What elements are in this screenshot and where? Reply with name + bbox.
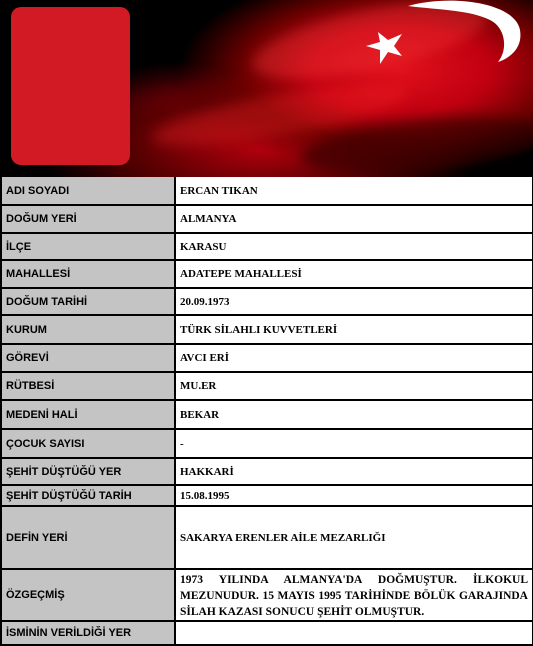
row-label: İLÇE [0, 234, 176, 259]
row-value: TÜRK SİLAHLI KUVVETLERİ [176, 316, 533, 343]
row-label: KURUM [0, 316, 176, 343]
row-label: ÇOCUK SAYISI [0, 430, 176, 457]
table-row [0, 622, 533, 646]
table-row [0, 345, 533, 373]
table-row [0, 570, 533, 622]
row-value: KARASU [176, 234, 533, 259]
info-table [0, 177, 533, 646]
header-banner [0, 0, 533, 177]
row-label: RÜTBESİ [0, 373, 176, 399]
row-value: 15.08.1995 [176, 486, 533, 505]
row-value: 20.09.1973 [176, 289, 533, 314]
row-value: BEKAR [176, 401, 533, 428]
row-value: ADATEPE MAHALLESİ [176, 261, 533, 287]
row-value: MU.ER [176, 373, 533, 399]
row-value: ERCAN TIKAN [176, 177, 533, 204]
row-label: ŞEHİT DÜŞTÜĞÜ YER [0, 459, 176, 484]
row-value: HAKKARİ [176, 459, 533, 484]
table-row [0, 430, 533, 459]
row-value: - [176, 430, 533, 457]
table-row [0, 373, 533, 401]
row-label: DOĞUM YERİ [0, 206, 176, 232]
table-row [0, 289, 533, 316]
row-label: GÖREVİ [0, 345, 176, 371]
portrait-photo [11, 7, 130, 165]
row-label: ÖZGEÇMİŞ [0, 570, 176, 620]
table-row [0, 316, 533, 345]
table-row [0, 206, 533, 234]
row-label: ADI SOYADI [0, 177, 176, 204]
star-shape [366, 32, 402, 64]
table-row [0, 177, 533, 206]
table-row [0, 486, 533, 507]
table-row [0, 507, 533, 570]
row-label: DOĞUM TARİHİ [0, 289, 176, 314]
table-row [0, 261, 533, 289]
row-value: ALMANYA [176, 206, 533, 232]
table-row [0, 234, 533, 261]
table-row [0, 459, 533, 486]
crescent-shape [408, 1, 520, 62]
row-value: AVCI ERİ [176, 345, 533, 371]
biography-text: 1973 YILINDA ALMANYA'DA DOĞMUŞTUR. İLKOKUL MEZUNUDUR. 15 MAYIS 1995 TARİHİNDE BÖLÜK GARAJINDA SİLAH KAZASI SONUCU ŞEHİT OLMUŞTUR. [176, 570, 533, 620]
turkish-flag-icon [330, 0, 533, 80]
row-value: SAKARYA ERENLER AİLE MEZARLIĞI [176, 507, 533, 568]
table-row [0, 401, 533, 430]
row-value [176, 622, 533, 644]
row-label: MAHALLESİ [0, 261, 176, 287]
row-label: İSMİNİN VERİLDİĞİ YER [0, 622, 176, 644]
row-label: MEDENİ HALİ [0, 401, 176, 428]
row-label: DEFİN YERİ [0, 507, 176, 568]
row-label: ŞEHİT DÜŞTÜĞÜ TARİH [0, 486, 176, 505]
